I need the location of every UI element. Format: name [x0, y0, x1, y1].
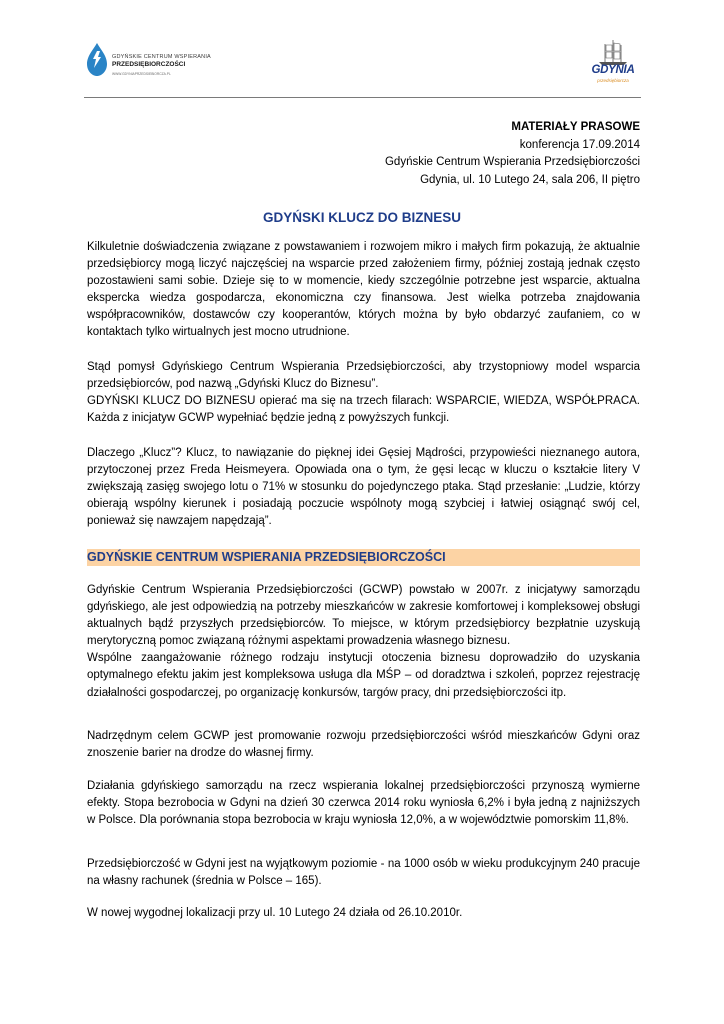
idea-block: [87, 359, 640, 427]
page-header: [0, 0, 724, 100]
section-heading: [87, 549, 640, 566]
gcwp-paragraph-2: Wspólne zaangażowanie różnego rodzaju instytucji otoczenia biznesu doprowadziło do uzyskania optymalnego efektu jakim jest kompleksowa usługa dla MŚP – od doradztwa i szkoleń, poprzez rejestrację działalności gospodarczej, po organizację konkursów, targów pracy, dni przedsiębiorczości itp.: [87, 652, 640, 699]
press-date: konferencja 17.09.2014: [519, 138, 640, 151]
gcwp-paragraph-3: Nadrzędnym celem GCWP jest promowanie rozwoju przedsiębiorczości wśród mieszkańców Gdyni oraz znoszenie barier na drodze do własnej firmy.: [87, 730, 640, 760]
sailing-ship-icon: [585, 38, 641, 66]
gcwp-drop-icon: [84, 42, 110, 78]
gdynia-tagline: przedsiębiorcza: [597, 78, 629, 83]
gcwp-logo: [84, 42, 224, 82]
gcwp-paragraph-5: Przedsiębiorczość w Gdyni jest na wyjątkowym poziomie - na 1000 osób w wieku produkcyjnym 240 pracuje na własny rachunek (średnia w Polsce – 165).: [87, 858, 640, 888]
header-divider: [84, 97, 641, 98]
idea-paragraph-1: Stąd pomysł Gdyńskiego Centrum Wspierania Przedsiębiorczości, aby trzystopniowy model wsparcia przedsiębiorców, pod nazwą „Gdyński Klucz do Biznesu”.: [87, 361, 640, 391]
press-info: [385, 119, 640, 189]
logo-line-2: PRZEDSIĘBIORCZOŚCI: [112, 61, 186, 68]
gcwp-block-1: [87, 582, 640, 702]
gdynia-logo: [585, 38, 641, 90]
press-organization: Gdyńskie Centrum Wspierania Przedsiębiorczości: [384, 156, 640, 168]
gcwp-paragraph-4: Działania gdyńskiego samorządu na rzecz wspierania lokalnej przedsiębiorczości przynoszą wymierne efekty. Stopa bezrobocia w Gdyni na dzień 30 czerwca 2014 roku wyniosła 6,2% i była jedną z najniższych w Polsce. Dla porównania stopa bezrobocia w kraju wyniosła 12,0%, a w województwie pomorskim 11,8%.: [87, 780, 640, 827]
gcwp-paragraph-6: W nowej wygodnej lokalizacji przy ul. 10 Lutego 24 działa od 26.10.2010r.: [87, 907, 463, 919]
document-title: GDYŃSKI KLUCZ DO BIZNESU: [262, 210, 461, 225]
why-key-paragraph: Dlaczego „Klucz”? Klucz, to nawiązanie do pięknej idei Gęsiej Mądrości, przypowieści nieznanego autora, przytoczonej przez Freda Heismeyera. Opowiada ona o tym, że gęsi lecąc w kluczu o kształcie litery V zwiększają zasięg swojego lotu o 71% w stosunku do pojedynczego ptaka. Stąd przesłanie: „Ludzie, którzy obierają wspólny kierunek i posiadają poczucie wspólnoty mogą szybciej i łatwiej osiągnąć swój cel, ponieważ się nawzajem napędzają”.: [87, 447, 640, 528]
logo-line-1: GDYŃSKIE CENTRUM WSPIERANIA: [112, 54, 211, 60]
press-address: Gdynia, ul. 10 Lutego 24, sala 206, II piętro: [420, 173, 640, 186]
section-heading-text: GDYŃSKIE CENTRUM WSPIERANIA PRZEDSIĘBIORCZOŚCI: [87, 550, 446, 564]
gdynia-wordmark: GDYNIA: [591, 64, 635, 76]
intro-paragraph: Kilkuletnie doświadczenia związane z powstawaniem i rozwojem mikro i małych firm pokazują, że aktualnie przedsiębiorcy mogą liczyć najczęściej na wsparcie przed założeniem firmy, później zostają jednak często pozostawieni sami sobie. Dzieje się to w momencie, kiedy szczególnie potrzebne jest wsparcie, aktualna ekspercka wiedza gospodarcza, ekonomiczna czy finansowa. Jest wielka potrzeba znajdowania współpracowników, dostawców czy kooperantów, których można by było obdarzyć zaufaniem, co w kontaktach tylko wirtualnych jest mocno utrudnione.: [87, 241, 640, 339]
gcwp-paragraph-1: Gdyńskie Centrum Wspierania Przedsiębiorczości (GCWP) powstało w 2007r. z inicjatywy samorządu gdyńskiego, ale jest odpowiedzią na potrzeby mieszkańców w zakresie komfortowej i kompleksowej obsługi aktualnych bądź przyszłych przedsiębiorców. To miejsce, w którym przedsiębiorcy bezpłatnie uzyskują merytoryczną pomoc związaną różnymi aspektami prowadzenia własnego biznesu.: [87, 584, 640, 648]
logo-url: WWW.GDYNIAPRZEDSIEBIORCZA.PL: [112, 72, 171, 76]
idea-paragraph-2: GDYŃSKI KLUCZ DO BIZNESU opierać ma się na trzech filarach: WSPARCIE, WIEDZA, WSPÓŁPRACA. Każda z inicjatyw GCWP wypełniać będzie jedną z powyższych funkcji.: [87, 395, 640, 425]
press-title: MATERIAŁY PRASOWE: [511, 121, 640, 133]
